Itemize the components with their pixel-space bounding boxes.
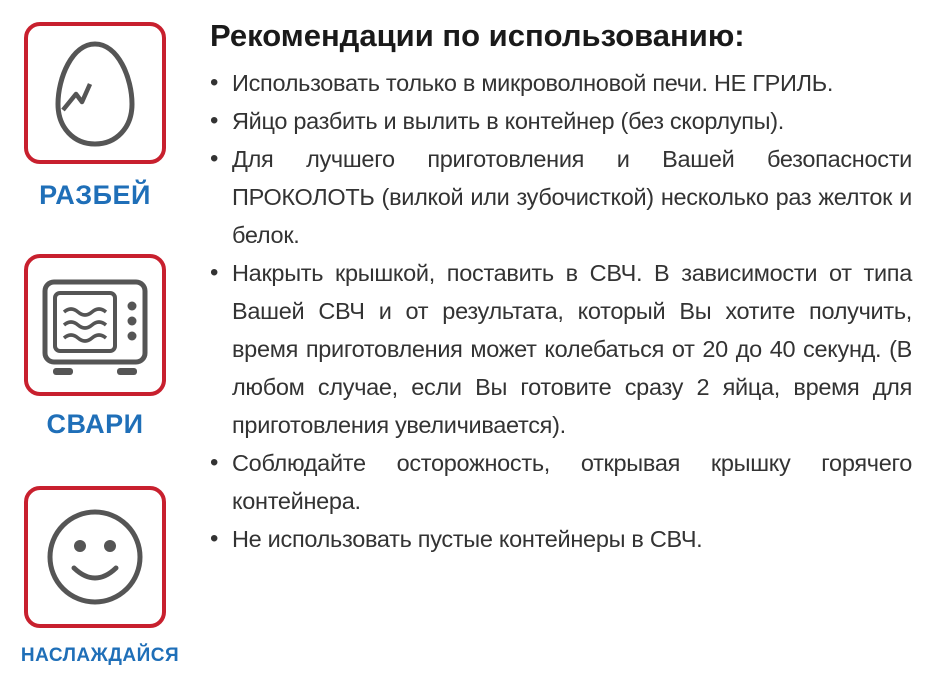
step-break-frame — [24, 22, 166, 164]
instruction-item: • Не использовать пустые контейнеры в СВЧ. — [210, 520, 912, 558]
instruction-item: • Яйцо разбить и вылить в контейнер (без скорлупы). — [210, 102, 912, 140]
instruction-item: • Использовать только в микроволновой печи. НЕ ГРИЛЬ. — [210, 64, 912, 102]
step-enjoy-frame — [24, 486, 166, 628]
cracked-egg-icon — [28, 26, 162, 160]
microwave-icon — [28, 258, 162, 392]
smiley-icon — [28, 490, 162, 624]
instruction-item: • Соблюдайте осторожность, открывая крышку горячего контейнера. — [210, 444, 912, 520]
step-break-label: РАЗБЕЙ — [39, 180, 151, 210]
instruction-item: • Для лучшего приготовления и Вашей безопасности ПРОКОЛОТЬ (вилкой или зубочисткой) несколько раз желток и белок. — [210, 140, 912, 254]
instruction-item: • Накрыть крышкой, поставить в СВЧ. В зависимости от типа Вашей СВЧ и от результата, который Вы хотите получить, время приготовления может колебаться от 20 до 40 секунд. (В любом случае, если Вы готовите сразу 2 яйца, время для приготовления увеличивается). — [210, 254, 912, 444]
step-enjoy-label: НАСЛАЖДАЙСЯ — [20, 645, 180, 666]
instructions-list — [210, 64, 912, 558]
instructions-heading: Рекомендации по использованию: — [210, 18, 745, 53]
step-cook-frame — [24, 254, 166, 396]
step-cook-label: СВАРИ — [46, 409, 144, 439]
